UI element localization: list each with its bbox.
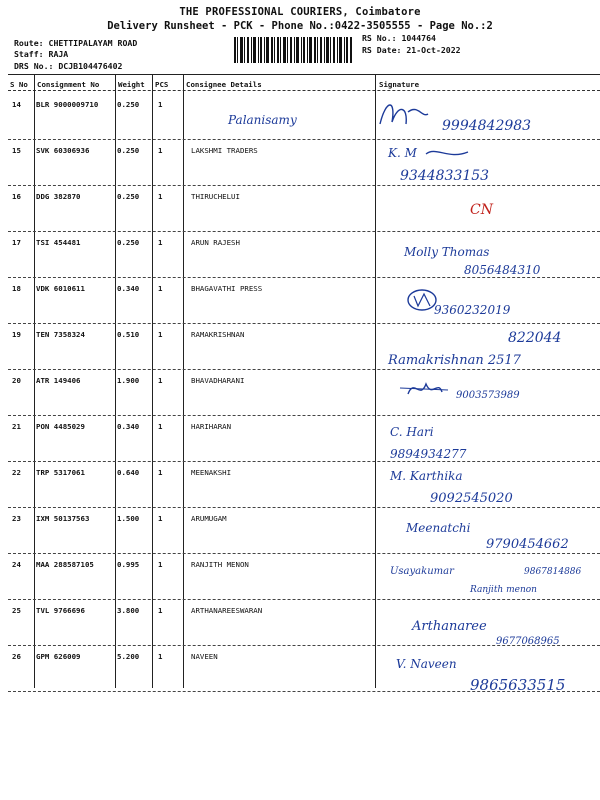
route-line (14, 38, 137, 48)
row-pcs: 1 (158, 192, 163, 201)
table-row (8, 140, 600, 186)
signature-text: Usayakumar (390, 566, 454, 577)
signature-phone: 9994842983 (442, 118, 532, 134)
table-row (8, 278, 600, 324)
table-row (8, 508, 600, 554)
row-consignee: HARIHARAN (191, 422, 232, 431)
signature-cell (378, 508, 600, 554)
row-pcs: 1 (158, 330, 163, 339)
table-row (8, 416, 600, 462)
row-pcs: 1 (158, 422, 163, 431)
signature-cell (378, 140, 600, 186)
row-sno: 24 (12, 560, 21, 569)
staff-line (14, 49, 68, 59)
row-consignee: ARUN RAJESH (191, 238, 240, 247)
table-row (8, 646, 600, 692)
rs-no-label: RS No.: (362, 33, 397, 43)
row-consignment: DDG 382870 (36, 192, 81, 201)
signature-phone: 9344833153 (400, 168, 490, 184)
table-row (8, 232, 600, 278)
signature-text: C. Hari (390, 425, 434, 439)
table-row (8, 554, 600, 600)
row-pcs: 1 (158, 100, 163, 109)
row-weight: 0.340 (117, 422, 140, 431)
signature-text: Ranjith menon (470, 585, 537, 595)
signature-scribble (380, 105, 428, 124)
signature-phone: 9867814886 (524, 567, 582, 577)
signature-phone: 8056484310 (464, 263, 541, 277)
signature-phone: 9677068965 (496, 636, 560, 647)
col-header-pcs: PCS (155, 80, 169, 89)
signature-phone: 9092545020 (430, 491, 513, 506)
table-top-rule (8, 74, 600, 75)
signature-phone: 9894934277 (390, 447, 467, 461)
table-row (8, 462, 600, 508)
row-consignee: RAMAKRISHNAN (191, 330, 245, 339)
runsheet-title: Delivery Runsheet - PCK - Phone No.:0422-3505555 - Page No.:2 (107, 20, 493, 32)
staff-value: RAJA (48, 49, 69, 59)
row-sno: 15 (12, 146, 21, 155)
row-consignee: THIRUCHELUI (191, 192, 240, 201)
signature-scribble (408, 290, 436, 310)
signature-phone: 9790454662 (486, 537, 569, 552)
col-header-weight: Weight (118, 80, 145, 89)
signature-text: Palanisamy (228, 113, 297, 127)
row-consignment: ATR 149406 (36, 376, 81, 385)
row-weight: 1.900 (117, 376, 140, 385)
row-sno: 19 (12, 330, 21, 339)
signature-cell (378, 370, 600, 416)
row-pcs: 1 (158, 560, 163, 569)
row-pcs: 1 (158, 606, 163, 615)
row-sno: 20 (12, 376, 21, 385)
row-pcs: 1 (158, 238, 163, 247)
signature-cell (378, 232, 600, 278)
rs-no-value: 1044764 (401, 33, 436, 43)
row-pcs: 1 (158, 652, 163, 661)
signature-text: M. Karthika (390, 469, 463, 483)
col-header-consignment: Consignment No (37, 80, 100, 89)
signature-text: Molly Thomas (404, 245, 490, 259)
row-consignment: PON 4485029 (36, 422, 85, 431)
signature-cell (378, 278, 600, 324)
row-separator (8, 691, 600, 692)
signature-text: V. Naveen (396, 657, 457, 671)
row-pcs: 1 (158, 376, 163, 385)
row-consignment: MAA 288587105 (36, 560, 94, 569)
row-sno: 22 (12, 468, 21, 477)
row-sno: 25 (12, 606, 21, 615)
signature-text: Meenatchi (406, 521, 471, 535)
row-sno: 21 (12, 422, 21, 431)
table-row (8, 600, 600, 646)
row-weight: 0.510 (117, 330, 140, 339)
drs-value: DCJB104476402 (58, 61, 123, 71)
row-pcs: 1 (158, 284, 163, 293)
drs-label: DRS No.: (14, 61, 54, 71)
signature-text: CN (470, 202, 493, 218)
signature-cell (378, 324, 600, 370)
row-weight: 1.500 (117, 514, 140, 523)
row-weight: 0.995 (117, 560, 140, 569)
signature-cell (378, 416, 600, 462)
row-consignee: MEENAKSHI (191, 468, 232, 477)
row-consignment: IXM 50137563 (36, 514, 90, 523)
row-sno: 23 (12, 514, 21, 523)
row-sno: 17 (12, 238, 21, 247)
rs-no-line (362, 33, 436, 43)
rs-date-value: 21-Oct-2022 (406, 45, 461, 55)
drs-line (14, 61, 122, 71)
row-consignment: VDK 6010611 (36, 284, 85, 293)
row-consignee: LAKSHMI TRADERS (191, 146, 258, 155)
row-consignment: SVK 60306936 (36, 146, 90, 155)
row-consignee: RANJITH MENON (191, 560, 249, 569)
route-value: CHETTIPALAYAM ROAD (48, 38, 138, 48)
signature-phone: 9003573989 (456, 390, 520, 401)
table-row (8, 324, 600, 370)
row-pcs: 1 (158, 468, 163, 477)
col-header-signature: Signature (379, 80, 420, 89)
col-header-sno: S No (10, 80, 28, 89)
row-sno: 26 (12, 652, 21, 661)
company-title: THE PROFESSIONAL COURIERS, Coimbatore (179, 6, 421, 18)
row-sno: 14 (12, 100, 21, 109)
row-sno: 18 (12, 284, 21, 293)
staff-label: Staff: (14, 49, 44, 59)
row-weight: 0.250 (117, 100, 140, 109)
signature-cell (378, 646, 600, 692)
row-weight: 0.640 (117, 468, 140, 477)
row-pcs: 1 (158, 514, 163, 523)
row-consignment: TSI 454481 (36, 238, 81, 247)
rs-date-line (362, 45, 461, 55)
signature-text: Ramakrishnan 2517 (388, 353, 521, 368)
signature-text: K. M (388, 146, 417, 160)
row-weight: 5.200 (117, 652, 140, 661)
header-rule (8, 90, 600, 91)
table-row (8, 186, 600, 232)
signature-cell (378, 554, 600, 600)
signature-text: Arthanaree (412, 619, 487, 634)
row-consignment: BLR 9000009710 (36, 100, 99, 109)
rs-date-label: RS Date: (362, 45, 402, 55)
row-consignment: TEN 7358324 (36, 330, 85, 339)
row-consignee: NAVEEN (191, 652, 218, 661)
row-weight: 0.250 (117, 238, 140, 247)
signature-cell (378, 462, 600, 508)
signature-phone: 822044 (508, 330, 562, 346)
row-weight: 3.800 (117, 606, 140, 615)
col-header-consignee: Consignee Details (186, 80, 262, 89)
signature-phone: 9360232019 (434, 303, 511, 317)
signature-scribble (426, 151, 468, 154)
row-consignment: TVL 9766696 (36, 606, 85, 615)
row-consignment: GPM 626009 (36, 652, 81, 661)
table-row (8, 370, 600, 416)
row-consignee: BHAVADHARANI (191, 376, 245, 385)
signature-phone: 9865633515 (470, 676, 566, 694)
row-pcs: 1 (158, 146, 163, 155)
table-row (8, 94, 600, 140)
barcode-image (234, 37, 352, 63)
row-weight: 0.250 (117, 146, 140, 155)
signature-cell (378, 600, 600, 646)
row-weight: 0.340 (117, 284, 140, 293)
row-consignee: ARTHANAREESWARAN (191, 606, 263, 615)
signature-cell (378, 186, 600, 232)
row-consignee: BHAGAVATHI PRESS (191, 284, 263, 293)
route-label: Route: (14, 38, 44, 48)
signature-cell (228, 94, 600, 140)
row-weight: 0.250 (117, 192, 140, 201)
row-sno: 16 (12, 192, 21, 201)
row-consignment: TRP 5317061 (36, 468, 85, 477)
row-consignee: ARUMUGAM (191, 514, 227, 523)
